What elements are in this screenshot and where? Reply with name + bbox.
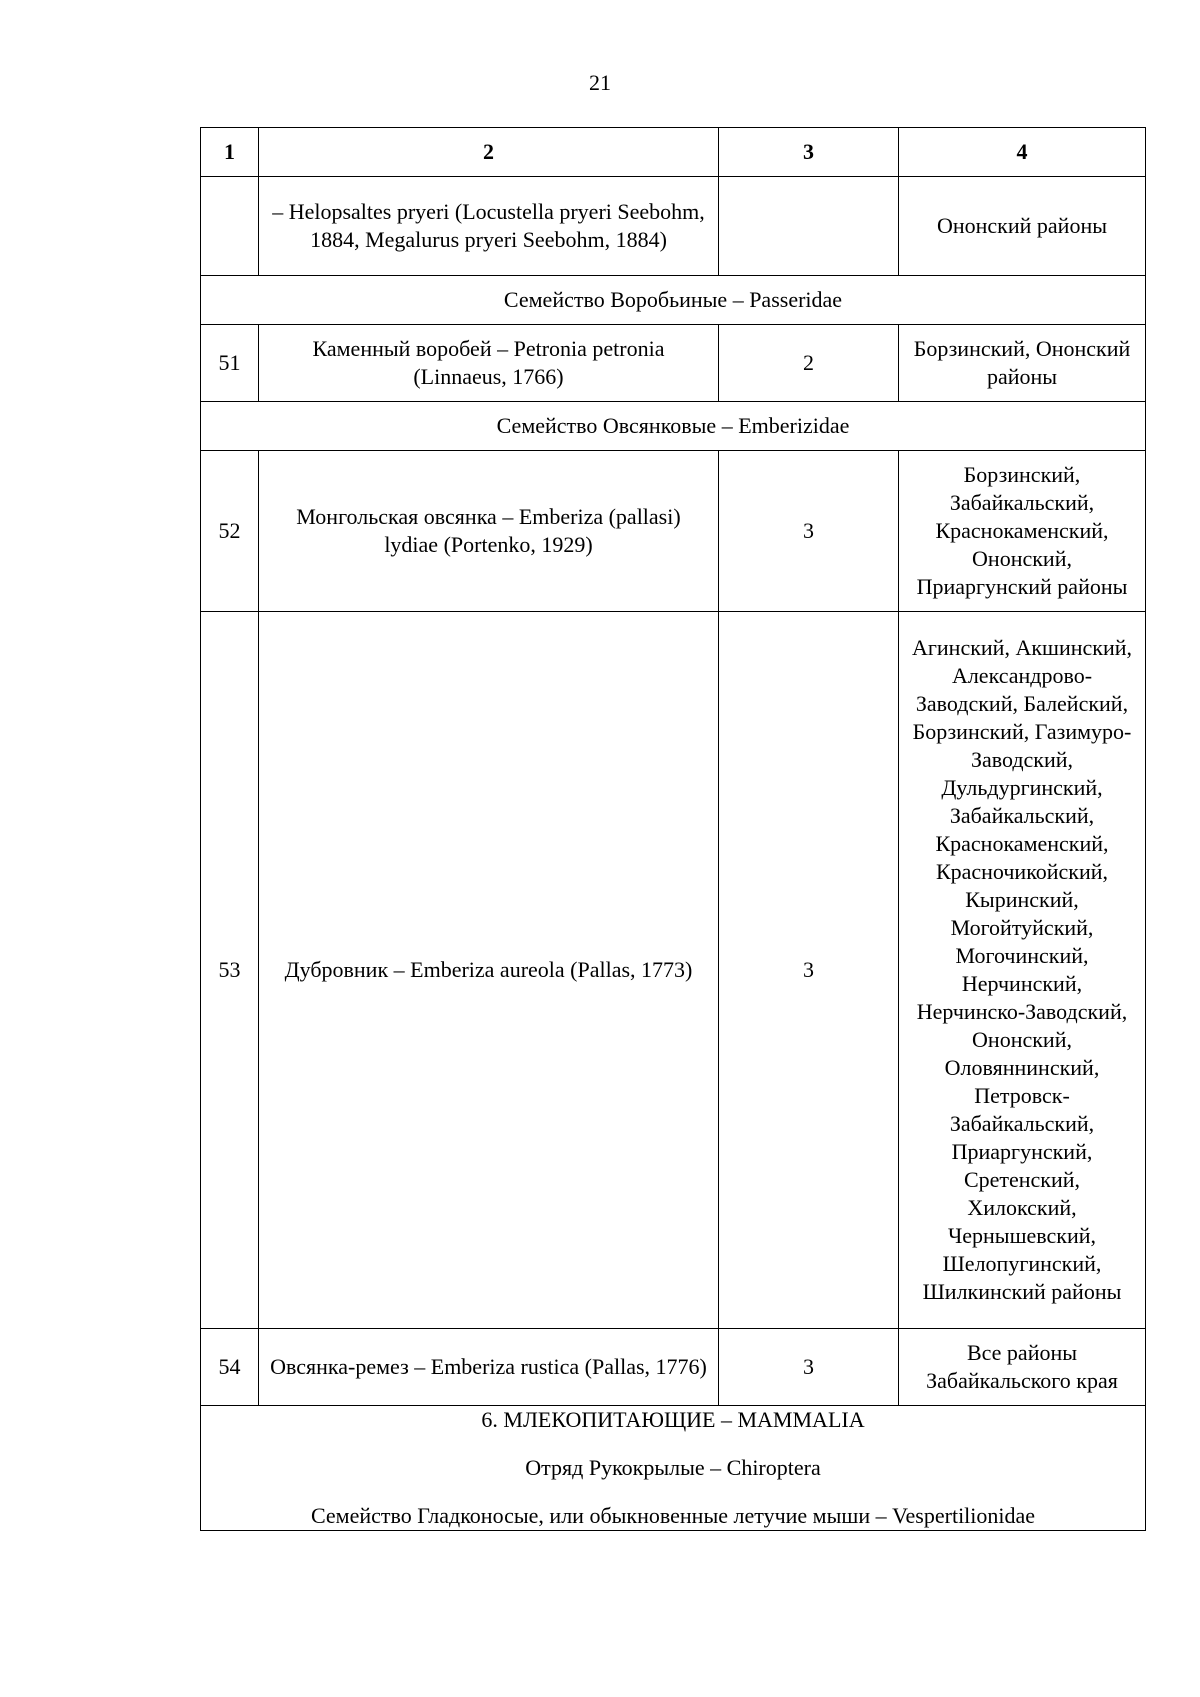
species-cell: Дубровник – Emberiza aureola (Pallas, 1773)	[259, 612, 719, 1329]
districts-cell: Агинский, Акшинский, Александрово-Заводский, Балейский, Борзинский, Газимуро-Заводский, Дульдургинский, Забайкальский, Краснокаменский, Красночикойский, Кыринский, Могойтуйский, Могочинский, Нерчинский, Нерчинско-Заводский, Ононский, Оловяннинский, Петровск-Забайкальский, Приаргунский, Сретенский, Хилокский, Чернышевский, Шелопугинский, Шилкинский районы	[899, 612, 1146, 1329]
column-header-1: 1	[201, 128, 259, 177]
districts-cell: Все районы Забайкальского края	[899, 1329, 1146, 1406]
category-cell: 2	[719, 325, 899, 402]
species-cell: Каменный воробей – Petronia petronia (Linnaeus, 1766)	[259, 325, 719, 402]
category-cell: 3	[719, 1329, 899, 1406]
family-row	[201, 276, 1146, 325]
species-table	[200, 127, 1146, 1531]
family-row	[201, 402, 1146, 451]
species-cell: – Helopsaltes pryeri (Locustella pryeri Seebohm, 1884, Megalurus pryeri Seebohm, 1884)	[259, 177, 719, 276]
row-number-cell: 53	[201, 612, 259, 1329]
category-cell: 3	[719, 612, 899, 1329]
districts-cell: Борзинский, Ононский районы	[899, 325, 1146, 402]
order-heading-chiroptera: Отряд Рукокрылые – Chiroptera	[525, 1455, 821, 1480]
row-number-cell: 54	[201, 1329, 259, 1406]
class-heading-mammalia: 6. МЛЕКОПИТАЮЩИЕ – MAMMALIA	[481, 1407, 865, 1432]
table-header-row	[201, 128, 1146, 177]
category-cell: 3	[719, 451, 899, 612]
table-row	[201, 177, 1146, 276]
row-number-cell: 52	[201, 451, 259, 612]
table-row	[201, 451, 1146, 612]
family-heading-passeridae: Семейство Воробьиные – Passeridae	[201, 276, 1146, 325]
species-cell: Овсянка-ремез – Emberiza rustica (Pallas, 1776)	[259, 1329, 719, 1406]
districts-cell: Ононский районы	[899, 177, 1146, 276]
districts-cell: Борзинский, Забайкальский, Краснокаменский, Ононский, Приаргунский районы	[899, 451, 1146, 612]
page-number: 21	[589, 70, 611, 95]
mammalia-section-cell	[201, 1406, 1146, 1531]
table-row	[201, 325, 1146, 402]
family-heading-vespertilionidae: Семейство Гладконосые, или обыкновенные летучие мыши – Vespertilionidae	[310, 1503, 1036, 1528]
column-header-4: 4	[899, 128, 1146, 177]
column-header-2: 2	[259, 128, 719, 177]
table-row	[201, 1329, 1146, 1406]
species-cell: Монгольская овсянка – Emberiza (pallasi) lydiae (Portenko, 1929)	[259, 451, 719, 612]
row-number-cell	[201, 177, 259, 276]
column-header-3: 3	[719, 128, 899, 177]
category-cell	[719, 177, 899, 276]
table-row	[201, 612, 1146, 1329]
class-row	[201, 1406, 1146, 1531]
family-heading-emberizidae: Семейство Овсянковые – Emberizidae	[201, 402, 1146, 451]
row-number-cell: 51	[201, 325, 259, 402]
